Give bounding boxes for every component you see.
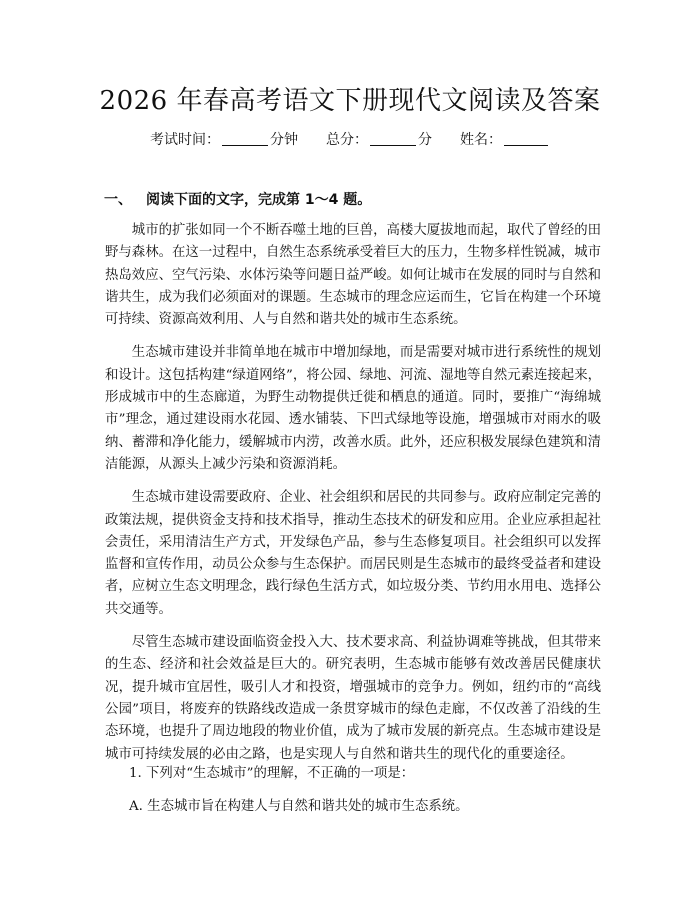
section-instruction: 阅读下面的文字，完成第 1～4 题。 (146, 192, 372, 208)
exam-time-blank (222, 131, 268, 146)
question-1-option-a: A. 生态城市旨在构建人与自然和谐共处的城市生态系统。 (129, 799, 469, 814)
exam-time-unit: 分钟 (270, 132, 298, 148)
total-score-blank (370, 131, 416, 146)
section-heading (104, 190, 371, 210)
passage-paragraph: 生态城市建设需要政府、企业、社会组织和居民的共同参与。政府应制定完善的政策法规，提供资金支持和技术指导，推动生态技术的研发和应用。企业应承担起社会责任，采用清洁生产方式，开发绿色产品，参与生态修复项目。社会组织可以发挥监督和宣传作用，动员公众参与生态保护。而居民则是生态城市的最终受益者和建设者，应树立生态文明理念，践行绿色生活方式，如垃圾分类、节约用水用电、选择公共交通等。 (105, 490, 601, 617)
section-number: 一、 (104, 192, 132, 208)
page-title: 2026 年春高考语文下册现代文阅读及答案 (99, 86, 601, 116)
reading-passage (105, 220, 601, 777)
question-1-stem: 1. 下列对“生态城市”的理解，不正确的一项是： (129, 766, 415, 781)
total-score-label: 总分： (326, 132, 368, 148)
name-label: 姓名： (460, 132, 502, 148)
exam-time-label: 考试时间： (150, 132, 220, 148)
passage-paragraph: 尽管生态城市建设面临资金投入大、技术要求高、利益协调难等挑战，但其带来的生态、经济和社会效益是巨大的。研究表明，生态城市能够有效改善居民健康状况，提升城市宜居性，吸引人才和投资，增强城市的竞争力。例如，纽约市的“高线公园”项目，将废弃的铁路线改造成一条贯穿城市的绿色走廊，不仅改善了沿线的生态环境，也提升了周边地段的物业价值，成为了城市发展的新亮点。生态城市建设是城市可持续发展的必由之路，也是实现人与自然和谐共生的现代化的重要途径。 (105, 635, 601, 762)
passage-paragraph: 城市的扩张如同一个不断吞噬土地的巨兽，高楼大厦拔地而起，取代了曾经的田野与森林。在这一过程中，自然生态系统承受着巨大的压力，生物多样性锐减，城市热岛效应、空气污染、水体污染等问题日益严峻。如何让城市在发展的同时与自然和谐共生，成为我们必须面对的课题。生态城市的理念应运而生，它旨在构建一个环境可持续、资源高效利用、人与自然和谐共处的城市生态系统。 (105, 223, 601, 328)
passage-paragraph: 生态城市建设并非简单地在城市中增加绿地，而是需要对城市进行系统性的规划和设计。这包括构建“绿道网络”，将公园、绿地、河流、湿地等自然元素连接起来，形成城市中的生态廊道，为野生动物提供迁徙和栖息的通道。同时，要推广“海绵城市”理念，通过建设雨水花园、透水铺装、下凹式绿地等设施，增强城市对雨水的吸纳、蓄滞和净化能力，缓解城市内涝，改善水质。此外，还应积极发展绿色建筑和清洁能源，从源头上减少污染和资源消耗。 (105, 345, 601, 472)
name-blank (504, 131, 548, 146)
exam-info-line (0, 130, 700, 150)
total-score-unit: 分 (418, 132, 432, 148)
